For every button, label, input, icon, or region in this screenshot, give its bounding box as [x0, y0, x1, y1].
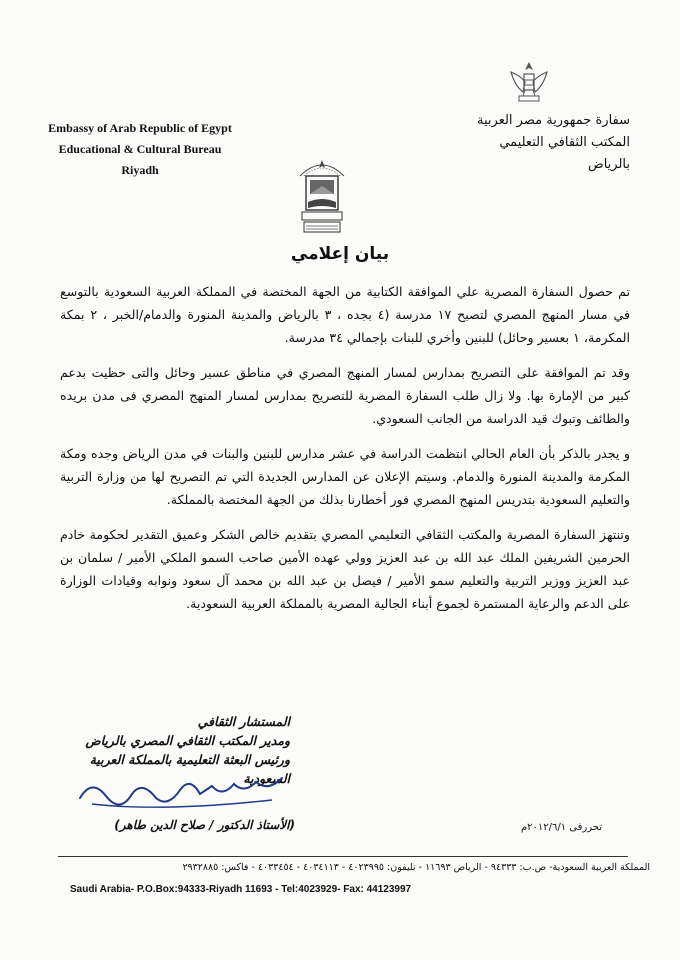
- header-en-bureau: Educational & Cultural Bureau: [58, 142, 222, 156]
- page-title: بيان إعلامي: [290, 244, 390, 264]
- signature-title-3: ورئيس البعثة التعليمية بالمملكة العربية السعودية: [89, 752, 290, 786]
- header-en-embassy: Embassy of Arab Republic of Egypt: [48, 121, 232, 135]
- footer-english: Saudi Arabia- P.O.Box:94333-Riyadh 11693 - Tel:4023929- Fax: 44123997: [70, 884, 412, 895]
- paragraph-3: و يجدر بالذكر بأن العام الحالي انتظمت الدراسة في عشر مدارس للبنين والبنات في مدن الرياض وجده ومكة المكرمة والمدينة المنورة والدمام. وسيتم الإعلان عن المدارس الجديدة التي تم التصريح لها من وزارة التربية والتعليم السعودية بتدريس المنهج المصري فور أخطارنا بذلك من الجهة المختصة بالمملكة.: [60, 446, 630, 507]
- handwritten-signature: [72, 768, 292, 812]
- paragraph-1: تم حصول السفارة المصرية علي الموافقة الكتابية من الجهة المختصة في المملكة العربية السعودية بالتوسع في مسار المنهج المصري لتصبح ١٧ مدرسة (٤ بجده ، ٣ بالرياض والمدينة المنورة والدمام/الخبر ، ٢ بمكة المكرمة، ١ بعسير وحائل) للبنين وأخري للبنات بإجمالي ٣٤ مدرسة.: [60, 284, 630, 345]
- eagle-emblem-icon: [505, 58, 553, 106]
- bureau-logo-icon: [292, 146, 352, 236]
- header-ar-bureau: المكتب الثقافي التعليمي: [499, 135, 630, 150]
- signature-title-2: ومدير المكتب الثقافي المصري بالرياض: [85, 733, 290, 748]
- header-english: [40, 118, 240, 181]
- signatory-name: (الأستاذ الدكتور / صلاح الدين طاهر): [114, 818, 295, 832]
- footer-arabic: المملكة العربية السعودية- ص.ب: ٩٤٣٣٣ - الرياض ١١٦٩٣ - تليفون: ٤٠٢٣٩٩٥ - ٤٠٣٤١١٣ - ٤٠٣٣٤٥٤ - فاكس: ٢٩٣٢٨٨٥: [182, 862, 650, 873]
- issue-date: تحررفى ٢٠١٢/٦/١م: [520, 822, 602, 833]
- footer-divider: [58, 856, 628, 857]
- statement-body: [60, 280, 630, 627]
- paragraph-2: وقد تم الموافقة على التصريح بمدارس لمسار المنهج المصري في مناطق عسير وحائل والتى حظيت بدعم كبير من الإمارة بها. ولا زال طلب السفارة المصرية للتصريح بمدارس لمسار المنهج المصري فى مدن بريده والطائف وتبوك قيد الدراسة من الجانب السعودي.: [60, 365, 630, 426]
- header-arabic: [430, 110, 630, 176]
- header-ar-city: بالرياض: [587, 157, 630, 172]
- paragraph-4: وتنتهز السفارة المصرية والمكتب الثقافي التعليمي المصري بتقديم خالص الشكر وعميق التقدير لحكومة خادم الحرمين الشريفين الملك عبد الله بن عبد العزيز وولي عهده الأمين صاحب السمو الملكي الأمير / سلمان بن عبد العزيز ووزير التربية والتعليم سمو الأمير / فيصل بن عبد الله بن محمد آل سعود ونوابه وقيادات الوزارة على الدعم والرعاية المستمرة لجموع أبناء الجالية المصرية بالمملكة العربية السعودية.: [60, 527, 630, 611]
- header-en-city: Riyadh: [121, 163, 159, 177]
- signature-title-1: المستشار الثقافي: [197, 714, 290, 729]
- header-ar-embassy: سفارة جمهورية مصر العربية: [477, 113, 630, 128]
